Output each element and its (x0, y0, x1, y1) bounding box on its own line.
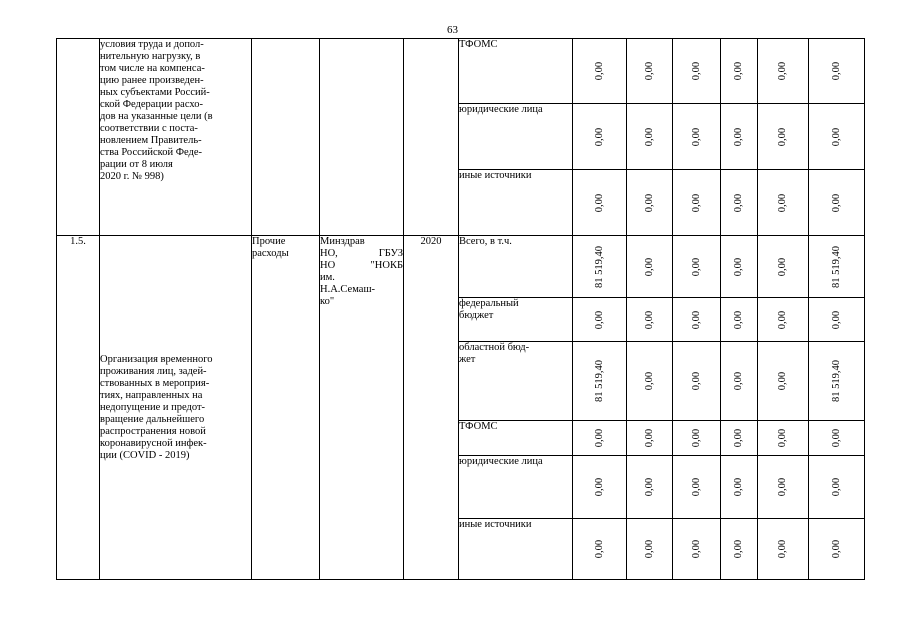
value-cell: 81 519,40 (573, 342, 627, 421)
source-cell: иные источники (459, 170, 573, 236)
description-line: цию ранее произведен- (100, 75, 204, 86)
description-line: ствованных в мероприя- (100, 377, 210, 389)
category-line: Прочие (252, 236, 286, 247)
number-cell (57, 39, 100, 236)
value-cell: 0,00 (721, 236, 758, 298)
value-cell: 0,00 (573, 170, 627, 236)
description-line: ных субъектами Россий- (100, 87, 210, 98)
value-cell: 0,00 (673, 342, 721, 421)
value-cell: 0,00 (809, 421, 865, 456)
value-cell: 0,00 (673, 170, 721, 236)
value-cell: 0,00 (721, 298, 758, 342)
source-cell: ТФОМС (459, 39, 573, 104)
description-line: соответствии с поста- (100, 123, 198, 134)
responsible-line: Минздрав (320, 236, 365, 247)
description-line: том числе на компенса- (100, 63, 205, 74)
description-line: рации от 8 июля (100, 159, 173, 170)
table-row (57, 39, 865, 104)
value-cell: 0,00 (573, 421, 627, 456)
value-cell: 0,00 (758, 104, 809, 170)
value-cell: 0,00 (627, 104, 673, 170)
value-cell: 0,00 (627, 298, 673, 342)
value-cell: 0,00 (573, 104, 627, 170)
value-cell: 0,00 (721, 170, 758, 236)
value-cell: 0,00 (721, 342, 758, 421)
value-cell: 0,00 (573, 519, 627, 580)
description-line: ства Российской Феде- (100, 147, 203, 158)
item-description (100, 236, 252, 580)
value-cell: 0,00 (673, 519, 721, 580)
value-cell: 0,00 (721, 456, 758, 519)
description-line: распространения новой (100, 425, 206, 437)
responsible-line: ко" (320, 296, 335, 307)
description-line: коронавирусной инфек- (100, 437, 207, 449)
responsible-line: Н.А.Семаш- (320, 284, 376, 295)
value-cell: 0,00 (809, 298, 865, 342)
description-line: вращение дальнейшего (100, 413, 205, 425)
description-line: недопущение и предот- (100, 401, 206, 413)
responsible-line: НО, ГБУЗ (320, 248, 403, 259)
value-cell: 0,00 (809, 170, 865, 236)
source-cell: ТФОМС (459, 421, 573, 456)
value-cell: 0,00 (673, 421, 721, 456)
source-cell: федеральный бюджет (459, 298, 573, 342)
value-cell: 0,00 (758, 421, 809, 456)
value-cell: 0,00 (673, 39, 721, 104)
description-line: нительную нагрузку, в (100, 51, 201, 62)
description-line: условия труда и допол- (100, 39, 204, 50)
value-cell: 81 519,40 (809, 342, 865, 421)
budget-table (56, 38, 865, 580)
value-cell: 81 519,40 (809, 236, 865, 298)
responsible-line: НО "НОКБ (320, 260, 403, 271)
value-cell: 0,00 (721, 104, 758, 170)
category-line: расходы (252, 248, 289, 259)
value-cell: 0,00 (627, 421, 673, 456)
source-cell: Всего, в т.ч. (459, 236, 573, 298)
value-cell: 0,00 (627, 456, 673, 519)
value-cell: 0,00 (573, 456, 627, 519)
description-line: тиях, направленных на (100, 389, 203, 401)
value-cell: 0,00 (758, 170, 809, 236)
value-cell: 0,00 (758, 39, 809, 104)
value-cell: 0,00 (721, 421, 758, 456)
page-number: 63 (447, 24, 458, 36)
value-cell: 0,00 (721, 519, 758, 580)
description-line: новлением Правитель- (100, 135, 202, 146)
responsible-cell (320, 39, 404, 236)
item-category (252, 236, 320, 580)
value-cell: 0,00 (627, 39, 673, 104)
source-cell: областной бюд- жет (459, 342, 573, 421)
description-line: дов на указанные цели (в (100, 111, 213, 122)
value-cell: 0,00 (809, 104, 865, 170)
description-line: Организация временного (100, 353, 213, 365)
value-cell: 0,00 (627, 519, 673, 580)
table-row (57, 236, 865, 298)
source-cell: иные источники (459, 519, 573, 580)
value-cell: 0,00 (758, 456, 809, 519)
source-cell: юридические лица (459, 456, 573, 519)
item-responsible (320, 236, 404, 580)
category-cell (252, 39, 320, 236)
value-cell: 0,00 (573, 298, 627, 342)
responsible-line: им. (320, 272, 335, 283)
value-cell: 0,00 (758, 298, 809, 342)
value-cell: 0,00 (721, 39, 758, 104)
value-cell: 0,00 (673, 298, 721, 342)
value-cell: 0,00 (627, 236, 673, 298)
description-line: ской Федерации расхо- (100, 99, 203, 110)
item-number: 1.5. (57, 236, 100, 580)
source-cell: юридические лица (459, 104, 573, 170)
description-line: проживания лиц, задей- (100, 365, 207, 377)
description-line: ции (COVID - 2019) (100, 449, 190, 461)
description-line: 2020 г. № 998) (100, 171, 164, 182)
description-cell (100, 39, 252, 236)
value-cell: 81 519,40 (573, 236, 627, 298)
value-cell: 0,00 (758, 236, 809, 298)
value-cell: 0,00 (809, 39, 865, 104)
value-cell: 0,00 (809, 519, 865, 580)
value-cell: 0,00 (627, 342, 673, 421)
value-cell: 0,00 (758, 519, 809, 580)
value-cell: 0,00 (809, 456, 865, 519)
item-year: 2020 (404, 236, 459, 580)
value-cell: 0,00 (673, 456, 721, 519)
value-cell: 0,00 (673, 236, 721, 298)
value-cell: 0,00 (627, 170, 673, 236)
value-cell: 0,00 (673, 104, 721, 170)
year-cell (404, 39, 459, 236)
value-cell: 0,00 (758, 342, 809, 421)
value-cell: 0,00 (573, 39, 627, 104)
